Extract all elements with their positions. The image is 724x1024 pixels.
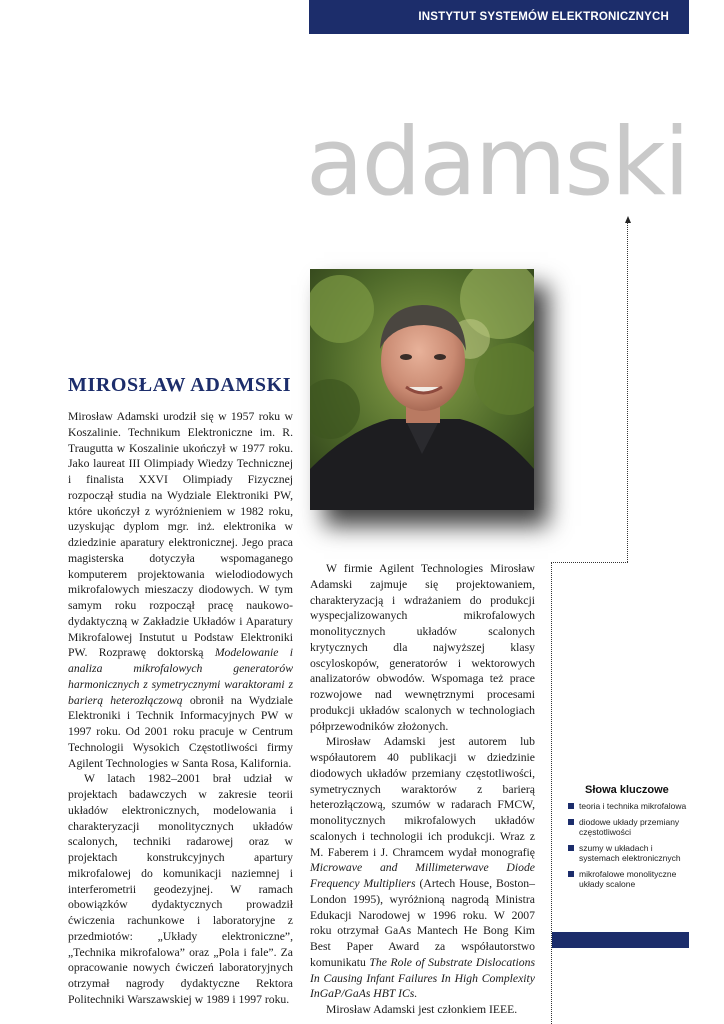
arrow-up-icon: [625, 216, 631, 223]
square-bullet-icon: [568, 871, 574, 877]
keyword-text: szumy w układach i systemach elektronicznych: [579, 842, 681, 863]
bio-text: Mirosław Adamski jest autorem lub współautorem 40 publikacji w dziedzinie diodowych układów przemiany częstotliwości, symetrycznych waraktorów z barierą heterozłączową, szumów w radarach FMCW, monolitycznych mikrofalowych układów scalonych i technologii ich produkcji. Wraz z M. Faberem i J. Chramcem wydał monografię: [310, 735, 535, 859]
bio-paragraph-3: W firmie Agilent Technologies Mirosław Adamski zajmuje się projektowaniem, charakteryzacją i wdrażaniem do produkcji wyspecjalizowanych mikrofalowych monolitycznych układów scalonych krytycznych dla najwyższej klasy oscyloskopów, generatorów i wektorowych analizatorów obwodów. Wspomaga też prace rozwojowe nad wewnętrznymi procesami produkcji układów scalonych w technologiach półprzewodników złożonych.: [310, 562, 535, 733]
institute-name: INSTYTUT SYSTEMÓW ELEKTRONICZNYCH: [418, 11, 669, 23]
person-name: MIROSŁAW ADAMSKI: [68, 374, 292, 396]
keyword-item: [567, 817, 689, 838]
keyword-item: [567, 843, 689, 864]
bio-paragraph-5: Mirosław Adamski jest członkiem IEEE.: [326, 1003, 518, 1016]
keyword-text: mikrofalowe monolityczne układy scalone: [579, 868, 677, 889]
bio-text: obronił na Wydziale Elektroniki i Technik Informacyjnych PW w 1997 roku. Od 2001 roku pracuje w Centrum Technologii Wysokich Częstotliwości firmy Agilent Technologies w Santa Rosa, Kalifornia.: [68, 693, 293, 770]
bio-paragraph-4: [310, 734, 535, 1002]
monograph-title: Microwave and Millimeterwave Diode Frequency Multipliers: [310, 861, 535, 890]
bio-text: Mirosław Adamski urodził się w 1957 roku w Koszalinie. Technikum Elektroniczne im. R. Traugutta w Koszalinie ukończył w 1977 roku. Jako laureat III Olimpiady Wiedzy Technicznej i finalista XXVI Olimpiady Fizycznej rozpoczął studia na Wydziale Elektroniki PW, które ukończył z wyróżnieniem w 1982 roku, uzyskując dyplom mgr. inż. elektronika w dziedzinie aparatury elektronicznej. Jego praca magisterska dotyczyła wspomaganego komputerem projektowania wielodiodowych mikrofalowych mieszaczy diodowych. W tym samym roku rozpoczął pracę naukowo-dydaktyczną w Zakładzie Układów i Aparatury Mikrofalowej Instutut u Podstaw Elektroniki PW. Rozprawę doktorską: [68, 410, 293, 660]
dotted-line-vertical-upper: [627, 222, 628, 562]
keywords-list: [567, 801, 689, 890]
square-bullet-icon: [568, 803, 574, 809]
dotted-line-horizontal: [551, 562, 628, 563]
surname-graphic: adamski: [306, 108, 688, 217]
portrait-photo: [310, 269, 534, 510]
header-bar: [309, 0, 689, 34]
keyword-text: diodowe układy przemiany częstotliwości: [579, 816, 680, 837]
keyword-text: teoria i technika mikrofalowa: [579, 801, 687, 811]
keyword-item: [567, 869, 689, 890]
bio-paragraph-2: W latach 1982–2001 brał udział w projektach badawczych w zakresie teorii układów elektronicznych, modelowania i charakteryzacji monolitycznych układów scalonych, techniki radarowej oraz w projektach konstrukcyjnych apartury mikrofalowej do komunikacji naziemnej i interferometrii geodezyjnej. W ramach obowiązków dydaktycznych prowadził ćwiczenia rachunkowe i laboratoryjne z przedmiotów: „Układy elektroniczne”, „Technika mikrofalowa” oraz „Pola i fale”. Za opracowanie nowych ćwiczeń laboratoryjnych otrzymał nagrody dydaktyczne Rektora Politechniki Warszawskiej w 1989 i 1997 roku.: [68, 772, 293, 1006]
bio-paragraph-1: [68, 409, 293, 771]
keywords-title: Słowa kluczowe: [585, 784, 669, 796]
keyword-item: [567, 801, 689, 812]
square-bullet-icon: [568, 819, 574, 825]
biography-right-column: [310, 561, 535, 1018]
dissertation-title: Modelowanie i analiza mikrofalowych generatorów harmonicznych z symetrycznymi waraktorami z barierą heterozłączową: [68, 646, 293, 707]
square-bullet-icon: [568, 845, 574, 851]
dotted-line-vertical-lower: [551, 562, 552, 1024]
keywords-box: [567, 784, 689, 895]
footer-accent-bar: [552, 932, 689, 948]
paper-title: The Role of Substrate Dislocations In Causing Infant Failures In High Complexity InGaP/GaAs HBT ICs.: [310, 955, 536, 1001]
bio-text: (Artech House, Boston–London 1995), wyróżnioną nagrodą Ministra Edukacji Narodowej w 1996 roku. W 2007 roku otrzymał GaAs Mantech He Bong Kim Best Paper Award za współautorstwo komunikatu: [310, 877, 535, 969]
biography-left-column: [68, 409, 293, 1008]
